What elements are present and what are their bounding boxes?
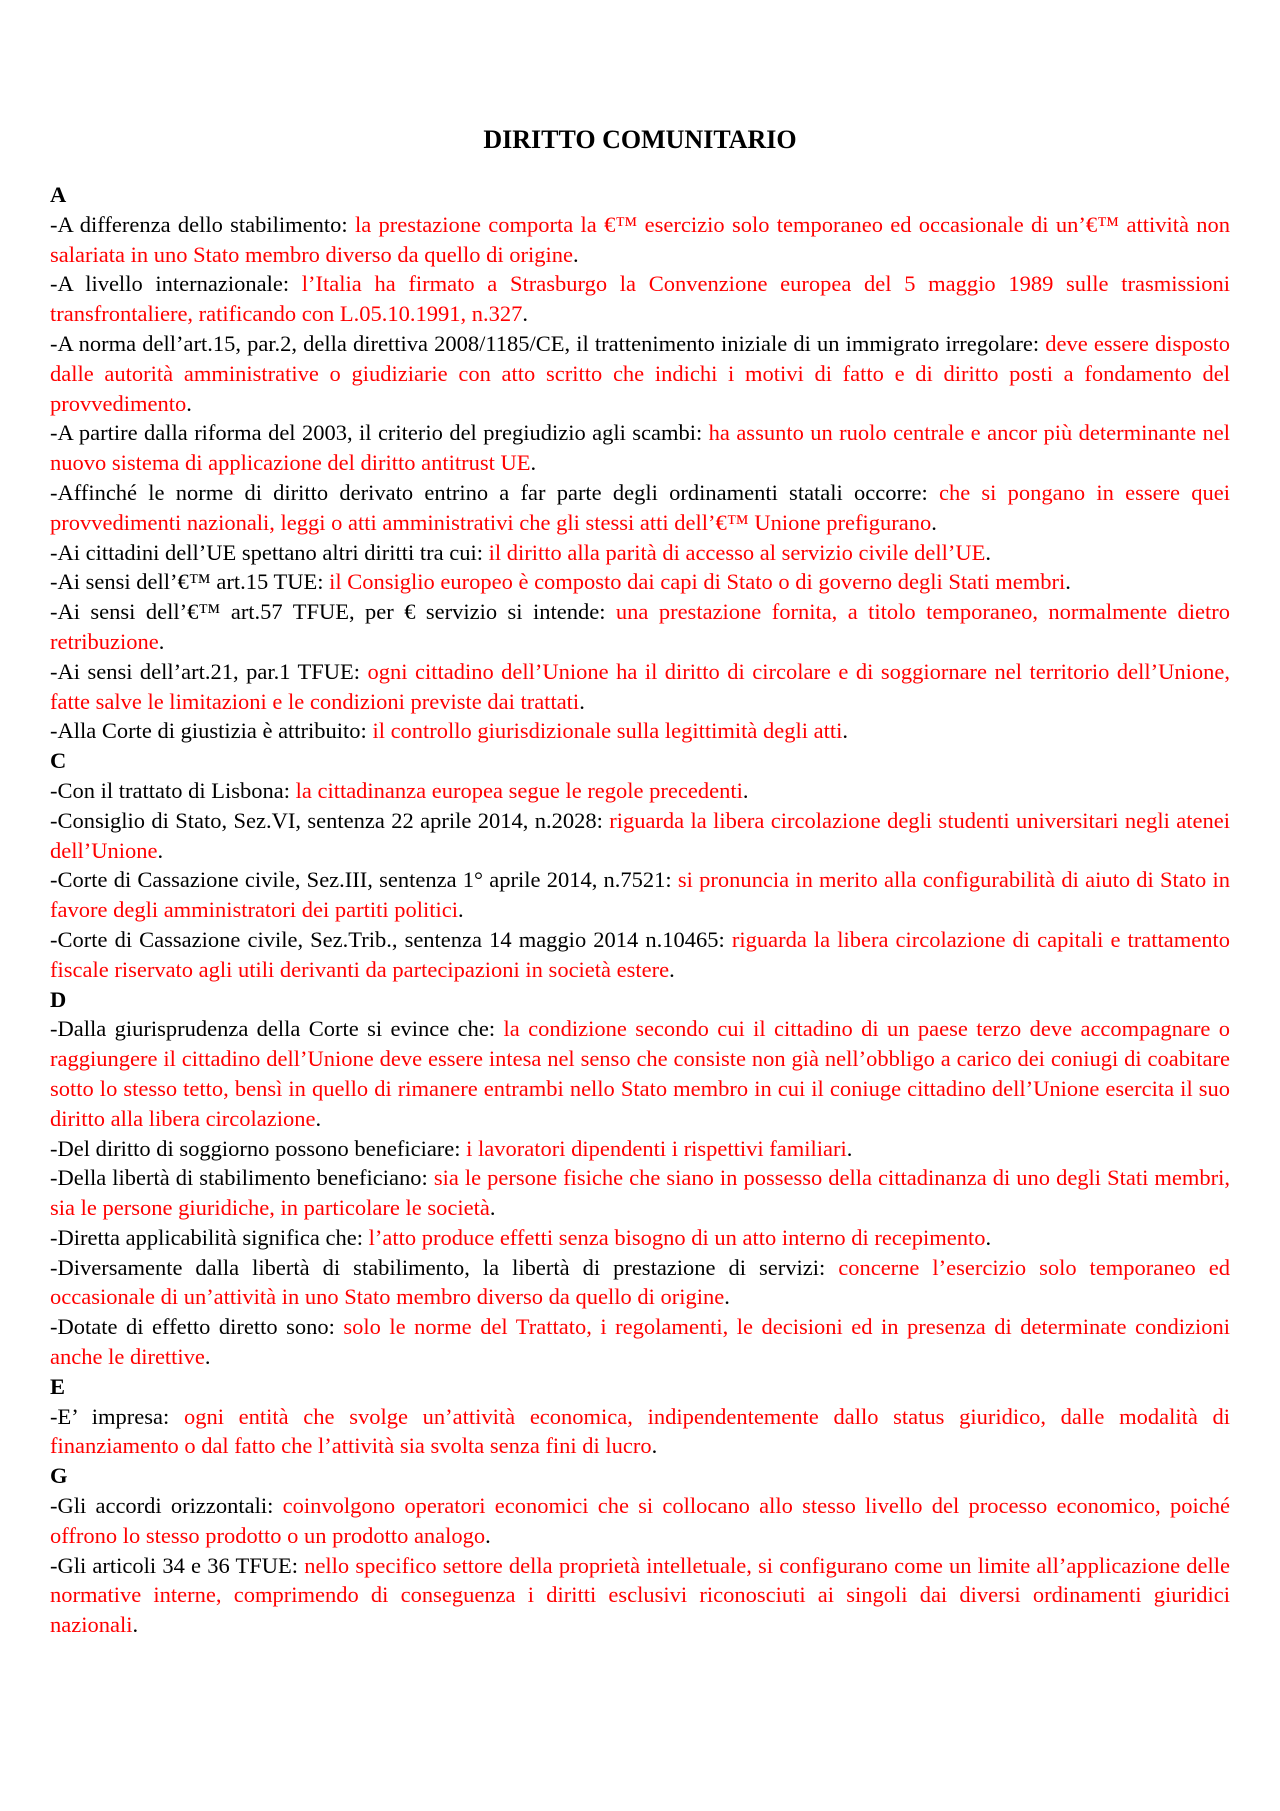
entry-answer: il controllo giurisdizionale sulla legittimità degli atti	[372, 718, 843, 744]
entry	[50, 538, 1230, 568]
section-letter-e: E	[50, 1373, 66, 1399]
entry-question: -Ai sensi dell’€™ art.57 TFUE, per € servizio si intende:	[50, 599, 616, 625]
entry-answer: che si pongano in essere quei provvedimenti nazionali, leggi o atti amministrativi che gli stessi atti dell’€™ Unione prefigurano	[50, 479, 1231, 535]
entry-answer: la condizione secondo cui il cittadino di un paese terzo deve accompagnare o raggiungere il cittadino dell’Unione deve essere intesa nel senso che consiste non già nell’obbligo a carico dei coniugi di coabitare sotto lo stesso tetto, bensì in quello di rimanere entrambi nello Stato membro in cui il coniuge cittadino dell’Unione esercita il suo diritto alla libera circolazione	[50, 1016, 1231, 1131]
entry	[50, 597, 1230, 657]
entry-question: -Dotate di effetto diretto sono:	[50, 1314, 344, 1340]
entry	[50, 210, 1230, 270]
entry-question: -Ai sensi dell’€™ art.15 TUE:	[50, 569, 330, 595]
entry-answer: il diritto alla parità di accesso al servizio civile dell’UE	[488, 539, 986, 565]
entry-answer: coinvolgono operatori economici che si collocano allo stesso livello del processo economico, poiché offrono lo stesso prodotto o un prodotto analogo	[50, 1493, 1231, 1548]
entry-question: -Corte di Cassazione civile, Sez.III, sentenza 1° aprile 2014, n.7521:	[50, 867, 678, 893]
entry-answer: concerne l’esercizio solo temporaneo ed occasionale di un’attività in uno Stato membro diverso da quello di origine	[50, 1254, 1230, 1310]
entry	[50, 269, 1230, 329]
entry-end-punctuation: .	[842, 718, 848, 744]
entry-end-punctuation: .	[458, 897, 464, 923]
entry-question: -Con il trattato di Lisbona:	[50, 777, 296, 803]
entry-question: -Del diritto di soggiorno possono beneficiare:	[50, 1135, 467, 1161]
entry-end-punctuation: .	[985, 539, 991, 565]
entry-end-punctuation: .	[742, 777, 749, 803]
entry-question: -Alla Corte di giustizia è attribuito:	[50, 718, 373, 744]
entry-question: -Gli accordi orizzontali:	[50, 1493, 283, 1519]
entry-end-punctuation: .	[485, 1522, 491, 1548]
entry-question: -Ai sensi dell’art.21, par.1 TFUE:	[50, 658, 368, 684]
entry	[50, 806, 1230, 866]
entry-question: -Gli articoli 34 e 36 TFUE:	[50, 1552, 305, 1578]
entry-answer: riguarda la libera circolazione degli studenti universitari negli atenei dell’Unione	[50, 807, 1230, 863]
entry-end-punctuation: .	[724, 1284, 730, 1310]
entry-end-punctuation: .	[573, 241, 579, 267]
entry-answer: solo le norme del Trattato, i regolamenti, le decisioni ed in presenza di determinate condizioni anche le direttive	[50, 1314, 1230, 1370]
section-letter-d: D	[50, 986, 67, 1012]
entry-end-punctuation: .	[651, 1433, 658, 1459]
entry-answer: l’Italia ha firmato a Strasburgo la Convenzione europea del 5 maggio 1989 sulle trasmissioni transfrontaliere, ratificando con L.05.10.1991, n.327	[50, 271, 1230, 327]
entry-question: -Della libertà di stabilimento beneficiano:	[50, 1165, 434, 1191]
entry-end-punctuation: .	[669, 956, 675, 982]
entry-question: -Affinché le norme di diritto derivato entrino a far parte degli ordinamenti statali occorre:	[50, 479, 939, 505]
entry	[50, 1134, 1230, 1164]
entry-answer: la cittadinanza europea segue le regole precedenti	[295, 777, 743, 803]
entry	[50, 418, 1230, 478]
entry	[50, 1312, 1230, 1372]
entry-question: -Ai cittadini dell’UE spettano altri diritti tra cui:	[50, 539, 489, 565]
entry-answer: l’atto produce effetti senza bisogno di un atto interno di recepimento	[368, 1224, 986, 1250]
entry	[50, 1163, 1230, 1223]
entry-end-punctuation: .	[579, 688, 585, 714]
entry-end-punctuation: .	[132, 1612, 139, 1638]
entry	[50, 567, 1230, 597]
entry	[50, 776, 1230, 806]
entry	[50, 478, 1230, 538]
sections-container	[50, 180, 1230, 1640]
entry-end-punctuation: .	[522, 301, 528, 327]
entry-answer: una prestazione fornita, a titolo temporaneo, normalmente dietro retribuzione	[50, 599, 1230, 654]
entry	[50, 865, 1230, 925]
entry-question: -Corte di Cassazione civile, Sez.Trib., sentenza 14 maggio 2014 n.10465:	[50, 926, 732, 952]
entry	[50, 1491, 1230, 1551]
entry-answer: i lavoratori dipendenti i rispettivi familiari	[466, 1135, 847, 1161]
entry-end-punctuation: .	[846, 1135, 853, 1161]
entry	[50, 1253, 1230, 1313]
entry	[50, 329, 1230, 418]
entry-end-punctuation: .	[985, 1224, 992, 1250]
entry-end-punctuation: .	[931, 509, 937, 535]
entry-question: -A norma dell’art.15, par.2, della direttiva 2008/1185/CE, il trattenimento iniziale di un immigrato irregolare:	[50, 330, 1046, 356]
entry-end-punctuation: .	[157, 837, 164, 863]
entry-answer: ogni entità che svolge un’attività economica, indipendentemente dallo status giuridico, dalle modalità di finanziamento o dal fatto che l’attività sia svolta senza fini di lucro	[50, 1403, 1231, 1459]
entry-answer: il Consiglio europeo è composto dai capi di Stato o di governo degli Stati membri	[329, 569, 1066, 595]
entry-question: -Diversamente dalla libertà di stabilimento, la libertà di prestazione di servizi:	[50, 1254, 839, 1280]
entry-question: -E’ impresa:	[50, 1403, 184, 1429]
entry-end-punctuation: .	[489, 1195, 496, 1221]
entry	[50, 925, 1230, 985]
section-letter-a: A	[50, 182, 67, 207]
entry-question: -A livello internazionale:	[50, 271, 302, 297]
entry	[50, 1014, 1230, 1133]
entry-end-punctuation: .	[204, 1344, 211, 1370]
entry-end-punctuation: .	[158, 628, 165, 654]
entry-answer: sia le persone fisiche che siano in possesso della cittadinanza di uno degli Stati membri, sia le persone giuridiche, in particolare le società	[50, 1165, 1230, 1221]
entry-question: -Diretta applicabilità significa che:	[50, 1224, 369, 1250]
entry-end-punctuation: .	[530, 450, 537, 476]
entry	[50, 1551, 1230, 1640]
entry-question: -Consiglio di Stato, Sez.VI, sentenza 22 aprile 2014, n.2028:	[50, 807, 610, 833]
section-letter-c: C	[50, 748, 67, 774]
section-letter-g: G	[50, 1463, 68, 1489]
entry-answer: ogni cittadino dell’Unione ha il diritto di circolare e di soggiornare nel territorio dell’Unione, fatte salve le limitazioni e le condizioni previste dai trattati	[50, 658, 1230, 714]
entry-end-punctuation: .	[315, 1105, 322, 1131]
entry	[50, 1223, 1230, 1253]
entry-answer: nello specifico settore della proprietà intelletuale, si configurano come un limite all’applicazione delle normative interne, comprimendo di conseguenza i diritti esclusivi riconosciuti ai singoli dai diversi ordinamenti giuridici nazionali	[50, 1552, 1230, 1638]
page-title: DIRITTO COMUNITARIO	[483, 125, 797, 154]
entry	[50, 657, 1230, 717]
entry-question: -A differenza dello stabilimento:	[50, 211, 355, 237]
entry-end-punctuation: .	[186, 390, 192, 416]
entry-answer: ha assunto un ruolo centrale e ancor più determinante nel nuovo sistema di applicazione del diritto antitrust UE	[50, 420, 1230, 476]
document-page	[50, 124, 1230, 1640]
entry	[50, 1402, 1230, 1462]
entry-question: -Dalla giurisprudenza della Corte si evince che:	[50, 1016, 504, 1042]
entry-answer: deve essere disposto dalle autorità amministrative o giudiziarie con atto scritto che indichi i motivi di fatto e di diritto posti a fondamento del provvedimento	[50, 330, 1231, 416]
entry-answer: si pronuncia in merito alla configurabilità di aiuto di Stato in favore degli amministratori dei partiti politici	[50, 867, 1230, 923]
entry	[50, 716, 1230, 746]
entry-answer: la prestazione comporta la €™ esercizio solo temporaneo ed occasionale di un’€™ attività non salariata in uno Stato membro diverso da quello di origine	[50, 211, 1230, 267]
entry-answer: riguarda la libera circolazione di capitali e trattamento fiscale riservato agli utili derivanti da partecipazioni in società estere	[50, 926, 1230, 982]
entry-question: -A partire dalla riforma del 2003, il criterio del pregiudizio agli scambi:	[50, 420, 709, 446]
entry-end-punctuation: .	[1065, 569, 1071, 595]
